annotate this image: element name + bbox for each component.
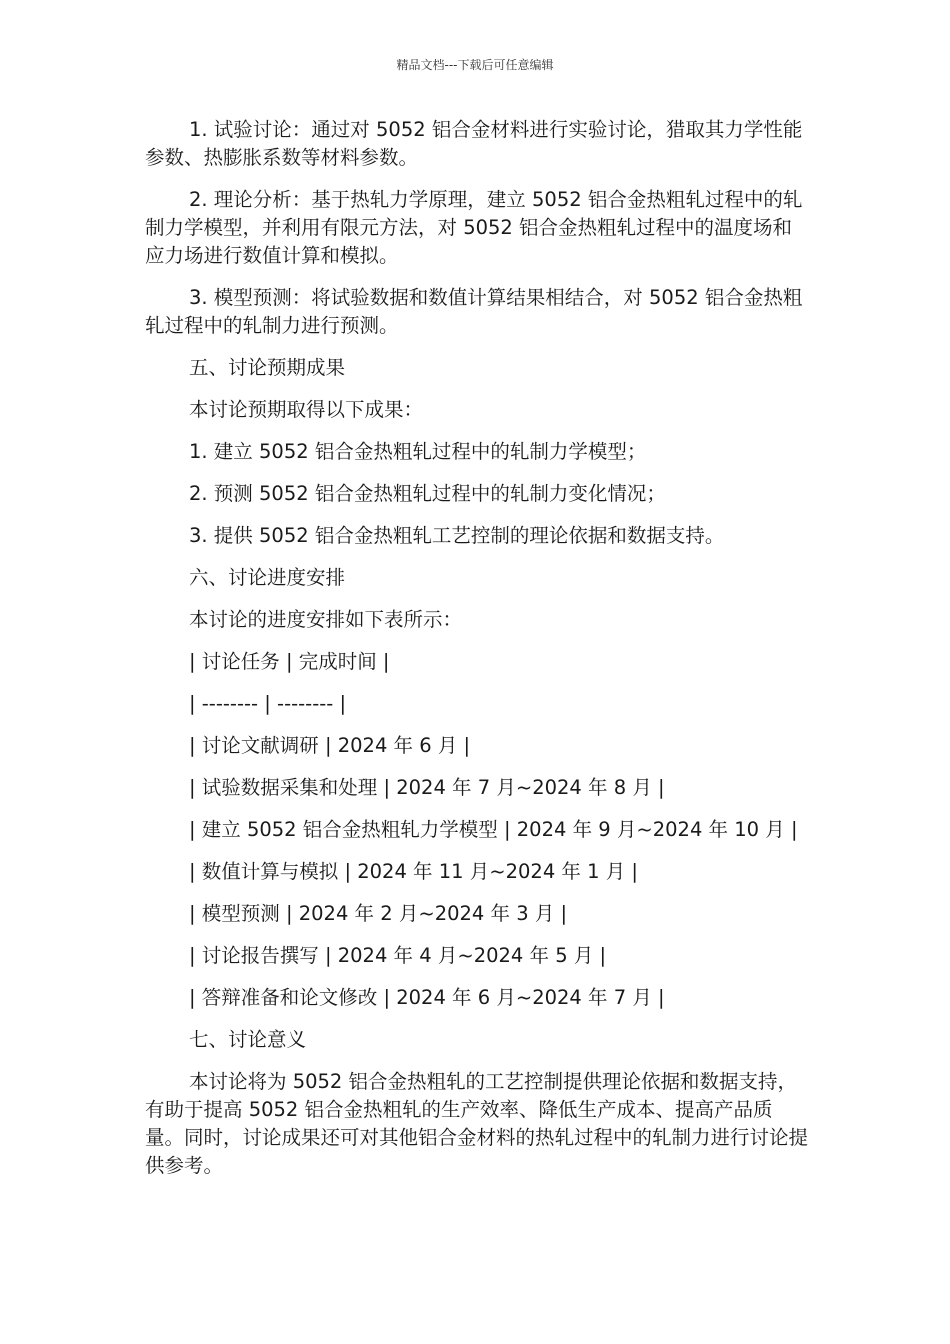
document-body — [145, 116, 809, 1194]
table-row: | 数值计算与模拟 | 2024 年 11 月~2024 年 1 月 | — [189, 860, 639, 883]
table-row: | 试验数据采集和处理 | 2024 年 7 月~2024 年 8 月 | — [189, 776, 665, 799]
table-header-row: | 讨论任务 | 完成时间 | — [189, 650, 390, 673]
list-item-result-2: 2. 预测 5052 铝合金热粗轧过程中的轧制力变化情况； — [189, 482, 666, 505]
list-item-result-1: 1. 建立 5052 铝合金热粗轧过程中的轧制力学模型； — [189, 440, 647, 463]
paragraph-theory: 2. 理论分析：基于热轧力学原理，建立 5052 铝合金热粗轧过程中的轧制力学模型，并利用有限元方法，对 5052 铝合金热粗轧过程中的温度场和应力场进行数值计算和模拟。 — [145, 188, 803, 267]
section-heading-expected-results: 五、讨论预期成果 — [189, 356, 346, 379]
table-row: | 建立 5052 铝合金热粗轧力学模型 | 2024 年 9 月~2024 年 10 月 | — [189, 818, 798, 841]
paragraph-experiment: 1. 试验讨论：通过对 5052 铝合金材料进行实验讨论，猎取其力学性能参数、热膨胀系数等材料参数。 — [145, 118, 803, 169]
paragraph-expected-intro: 本讨论预期取得以下成果： — [189, 398, 424, 421]
section-heading-significance: 七、讨论意义 — [189, 1028, 307, 1051]
page-header: 精品文档---下载后可任意编辑 — [396, 58, 554, 72]
table-row: | 模型预测 | 2024 年 2 月~2024 年 3 月 | — [189, 902, 568, 925]
paragraph-schedule-intro: 本讨论的进度安排如下表所示： — [189, 608, 463, 631]
paragraph-prediction: 3. 模型预测：将试验数据和数值计算结果相结合，对 5052 铝合金热粗轧过程中的轧制力进行预测。 — [145, 286, 803, 337]
table-row: | 讨论文献调研 | 2024 年 6 月 | — [189, 734, 471, 757]
table-row: | 答辩准备和论文修改 | 2024 年 6 月~2024 年 7 月 | — [189, 986, 665, 1009]
section-heading-schedule: 六、讨论进度安排 — [189, 566, 346, 589]
paragraph-significance: 本讨论将为 5052 铝合金热粗轧的工艺控制提供理论依据和数据支持，有助于提高 5052 铝合金热粗轧的生产效率、降低生产成本、提高产品质量。同时，讨论成果还可对其他铝合金材料的热轧过程中的轧制力进行讨论提供参考。 — [145, 1070, 809, 1177]
list-item-result-3: 3. 提供 5052 铝合金热粗轧工艺控制的理论依据和数据支持。 — [189, 524, 725, 547]
table-row: | 讨论报告撰写 | 2024 年 4 月~2024 年 5 月 | — [189, 944, 607, 967]
table-separator-row: | -------- | -------- | — [189, 692, 347, 715]
